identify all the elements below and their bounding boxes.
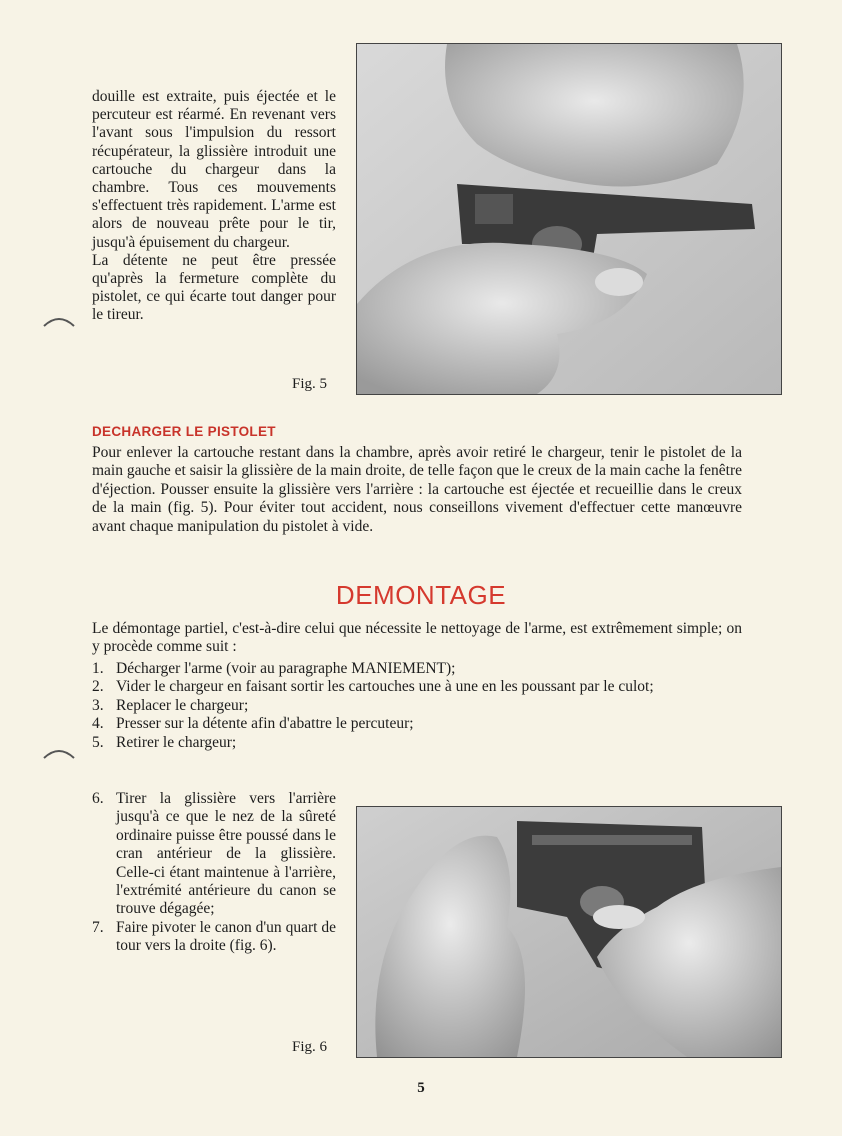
list-item (92, 734, 742, 752)
list-item-number: 3. (92, 696, 104, 714)
intro-paragraph: douille est extraite, puis éjectée et le percuteur est réarmé. En revenant vers l'avant sous l'impulsion du ressort récupérateur, la glissière introduit une cartouche du chargeur dans la chambre. Tous ces mouvements s'effectuent très rapidement. L'arme est alors de nouveau prête pour le tir, jusqu'à épuisement du chargeur. (92, 88, 336, 251)
list-item (92, 678, 742, 696)
list-item-number: 2. (92, 678, 104, 696)
list-item-text: Retirer le chargeur; (116, 733, 237, 751)
list-item (92, 790, 336, 919)
figure-6-caption: Fig. 6 (292, 1039, 328, 1055)
list-item (92, 697, 742, 715)
demontage-steps-continued (92, 790, 336, 956)
list-item (92, 660, 742, 678)
demontage-steps (92, 660, 742, 752)
list-item-number: 4. (92, 715, 104, 733)
list-item-number: 1. (92, 660, 104, 677)
section-heading-demontage: DEMONTAGE (335, 580, 507, 610)
list-item-text: Faire pivoter le canon d'un quart de tour vers la droite (fig. 6). (116, 918, 336, 955)
figure-5-caption: Fig. 5 (292, 376, 328, 392)
list-item-text: Décharger l'arme (voir au paragraphe MANIEMENT); (116, 660, 456, 677)
punch-hole-mark-icon (42, 312, 76, 332)
list-item-number: 6. (92, 790, 104, 807)
figure-5-photo (356, 43, 782, 395)
list-item (92, 919, 336, 956)
punch-hole-mark-icon (42, 744, 76, 764)
intro-paragraph-2: La détente ne peut être pressée qu'après la fermeture complète du pistolet, ce qui écarte tout danger pour le tireur. (92, 251, 336, 324)
demontage-intro: Le démontage partiel, c'est-à-dire celui que nécessite le nettoyage de l'arme, est extrêmement simple; on y procède comme suit : (92, 620, 742, 656)
list-item-text: Presser sur la détente afin d'abattre le percuteur; (116, 715, 414, 733)
list-item-text: Tirer la glissière vers l'arrière jusqu'à ce que le nez de la sûreté ordinaire puisse être poussé dans le cran antérieur de la glissière. Celle-ci étant maintenue à l'arrière, l'extrémité antérieure du canon se trouve dégagée; (116, 790, 336, 918)
section-heading-decharger: DECHARGER LE PISTOLET (92, 424, 276, 439)
page-number: 5 (417, 1080, 425, 1096)
figure-6-photo (356, 806, 782, 1058)
list-item (92, 715, 742, 733)
list-item-text: Vider le chargeur en faisant sortir les cartouches une à une en les poussant par le culot; (116, 678, 654, 696)
list-item-number: 5. (92, 733, 104, 751)
list-item-number: 7. (92, 918, 104, 936)
decharger-paragraph: Pour enlever la cartouche restant dans la chambre, après avoir retiré le chargeur, tenir le pistolet de la main gauche et saisir la glissière de la main droite, de telle façon que le creux de la main cache la fenêtre d'éjection. Pousser ensuite la glissière vers l'arrière : la cartouche est éjectée et recueillie dans le creux de la main (fig. 5). Pour éviter tout accident, nous conseillons vivement d'effectuer cette manœuvre avant chaque manipulation du pistolet à vide. (92, 444, 742, 535)
intro-column (92, 88, 336, 325)
list-item-text: Replacer le chargeur; (116, 696, 249, 714)
